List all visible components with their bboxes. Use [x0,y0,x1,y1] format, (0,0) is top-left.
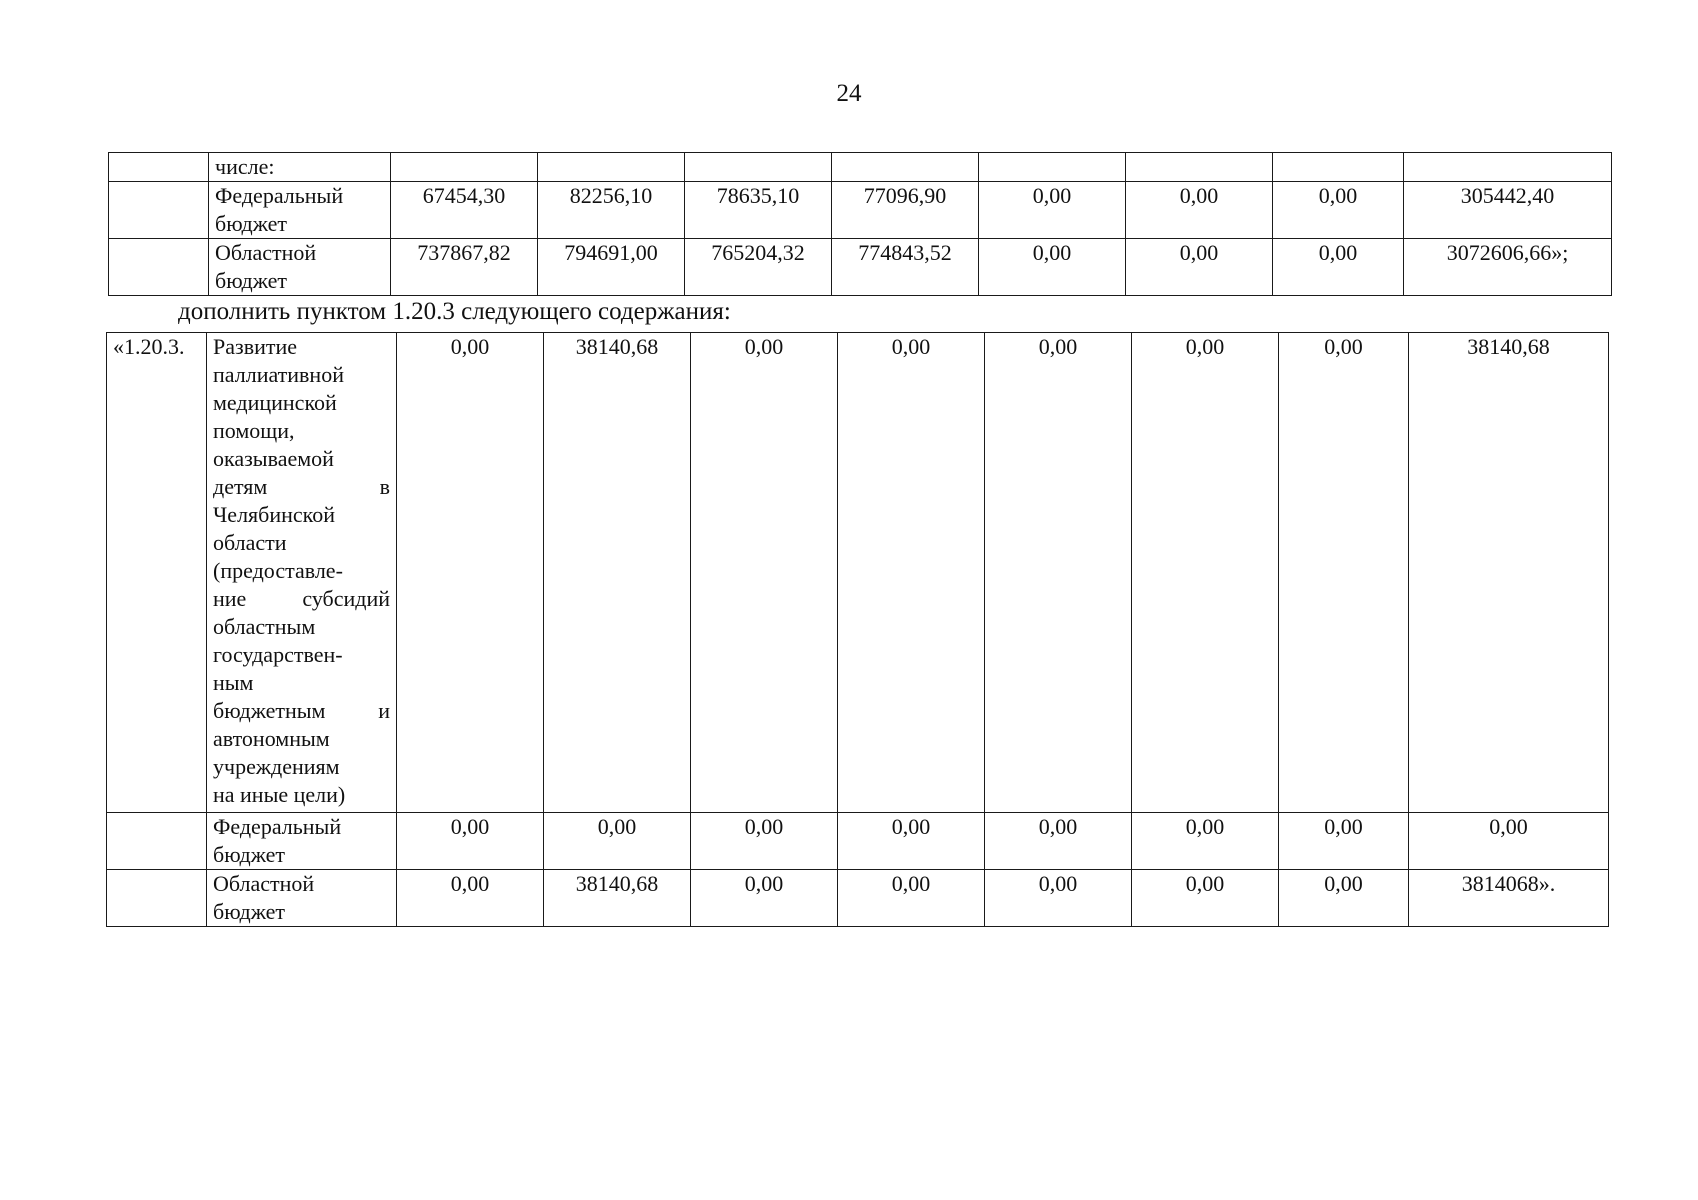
row-label: Областной бюджет [209,239,391,296]
table-row [107,870,1609,927]
value-cell: 0,00 [985,813,1132,870]
total-cell: 305442,40 [1404,182,1612,239]
label-line: оказываемой [213,446,334,471]
value-cell [391,153,538,182]
row-label: Областной бюджет [207,870,397,927]
label-line: бюджетным и [213,698,390,723]
label-line: областным [213,614,316,639]
value-cell [979,153,1126,182]
value-cell: 737867,82 [391,239,538,296]
value-cell [1273,153,1404,182]
page-number: 24 [836,80,862,107]
value-cell: 0,00 [1273,182,1404,239]
value-cell: 0,00 [985,870,1132,927]
total-cell: 3072606,66»; [1404,239,1612,296]
value-cell: 0,00 [691,870,838,927]
row-code [107,870,207,927]
label-line: государствен- [213,642,343,667]
label-line: ние субсидий [213,586,390,611]
value-cell: 78635,10 [685,182,832,239]
label-line: учреждениям [213,754,340,779]
value-cell: 38140,68 [544,333,691,813]
label-line: области [213,530,287,555]
value-cell: 0,00 [1132,813,1279,870]
label-line: ным [213,670,254,695]
value-cell: 0,00 [691,333,838,813]
label-line: на иные цели) [213,782,346,807]
value-cell: 77096,90 [832,182,979,239]
value-cell: 774843,52 [832,239,979,296]
value-cell: 0,00 [1126,239,1273,296]
table-row [107,813,1609,870]
value-cell: 0,00 [544,813,691,870]
total-cell: 38140,68 [1409,333,1609,813]
value-cell: 0,00 [397,333,544,813]
table-row [109,153,1612,182]
row-code [109,153,209,182]
table-row [109,239,1612,296]
value-cell [1126,153,1273,182]
value-cell: 0,00 [1126,182,1273,239]
label-line: Развитие [213,334,298,359]
value-cell: 0,00 [838,870,985,927]
row-code [109,239,209,296]
value-cell [832,153,979,182]
value-cell: 0,00 [397,870,544,927]
value-cell: 38140,68 [544,870,691,927]
value-cell: 0,00 [838,333,985,813]
value-cell: 67454,30 [391,182,538,239]
label-line: детям в [213,474,390,499]
label-line: паллиативной [213,362,344,387]
value-cell: 0,00 [1279,870,1409,927]
value-cell: 0,00 [985,333,1132,813]
label-line: автономным [213,726,330,751]
value-cell: 765204,32 [685,239,832,296]
total-cell: 0,00 [1409,813,1609,870]
value-cell: 0,00 [838,813,985,870]
label-line: Челябинской [213,502,336,527]
value-cell: 0,00 [979,239,1126,296]
value-cell [685,153,832,182]
table-row [109,182,1612,239]
value-cell: 0,00 [1132,870,1279,927]
table-row [107,333,1609,813]
value-cell: 0,00 [691,813,838,870]
row-code: «1.20.3. [107,333,207,813]
budget-table-top [108,152,1612,296]
value-cell [538,153,685,182]
value-cell: 82256,10 [538,182,685,239]
budget-table-bottom [106,332,1609,927]
value-cell: 0,00 [1132,333,1279,813]
value-cell: 0,00 [1279,813,1409,870]
row-label: числе: [209,153,391,182]
row-label [207,333,397,813]
value-cell: 0,00 [1279,333,1409,813]
row-code [109,182,209,239]
row-label: Федеральный бюджет [207,813,397,870]
total-cell: 3814068». [1409,870,1609,927]
value-cell: 0,00 [397,813,544,870]
total-cell [1404,153,1612,182]
row-code [107,813,207,870]
label-line: медицинской [213,390,337,415]
value-cell: 0,00 [1273,239,1404,296]
value-cell: 0,00 [979,182,1126,239]
label-line: помощи, [213,418,295,443]
insert-instruction: дополнить пунктом 1.20.3 следующего содержания: [178,298,731,325]
value-cell: 794691,00 [538,239,685,296]
label-line: (предоставле- [213,558,343,583]
row-label: Федеральный бюджет [209,182,391,239]
